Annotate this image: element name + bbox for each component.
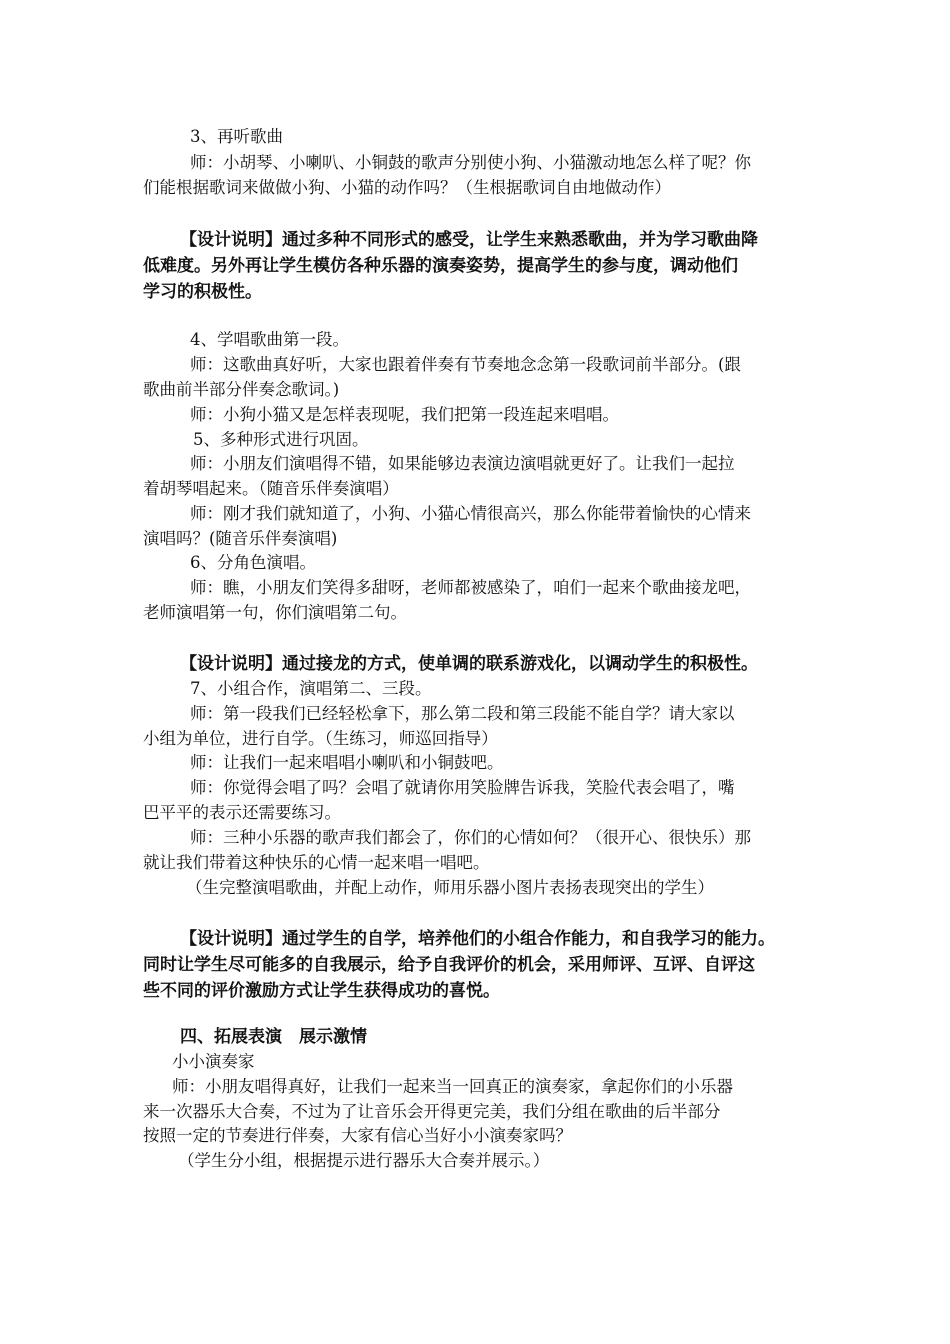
step-6-heading: 6、分角色演唱。 [190,553,316,572]
design-note-2: 【设计说明】通过接龙的方式，使单调的联系游戏化，以调动学生的积极性。 [180,654,758,674]
text-line: 小组为单位，进行自学。（生练习，师巡回指导） [143,729,498,748]
text-line: 师：小胡琴、小喇叭、小铜鼓的歌声分别使小狗、小猫激动地怎么样了呢？你 [190,153,751,172]
step-4-heading: 4、学唱歌曲第一段。 [190,330,349,349]
subsection-title: 小小演奏家 [172,1052,255,1071]
text-line: 师：小朋友们演唱得不错，如果能够边表演边演唱就更好了。让我们一起拉 [190,454,735,473]
text-line: 师：这歌曲真好听，大家也跟着伴奏有节奏地念念第一段歌词前半部分。(跟 [190,355,741,374]
text-line: 师：第一段我们已经轻松拿下，那么第二段和第三段能不能自学？请大家以 [190,704,735,723]
text-line: 着胡琴唱起来。（随音乐伴奏演唱） [143,479,399,498]
section-heading: 四、拓展表演 展示激情 [180,1027,367,1047]
text-line: 巴平平的表示还需要练习。 [143,803,341,822]
text-line: 就让我们带着这种快乐的心情一起来唱一唱吧。 [143,853,490,872]
text-line: 按照一定的节奏进行伴奏，大家有信心当好小小演奏家吗？ [143,1126,572,1145]
step-5-heading: 5、多种形式进行巩固。 [193,430,369,449]
text-line: 师：小朋友唱得真好，让我们一起来当一回真正的演奏家，拿起你们的小乐器 [172,1077,733,1096]
text-line: 歌曲前半部分伴奏念歌词。) [143,380,340,399]
text-line: 师：刚才我们就知道了，小狗、小猫心情很高兴，那么你能带着愉快的心情来 [190,504,751,523]
text-line: 师：三种小乐器的歌声我们都会了，你们的心情如何？（很开心、很快乐）那 [190,828,751,847]
text-line: 演唱吗？(随音乐伴奏演唱) [143,529,338,548]
step-3-heading: 3、再听歌曲 [190,127,283,146]
design-note-3-cont: 些不同的评价激励方式让学生获得成功的喜悦。 [143,981,500,1001]
text-line: （生完整演唱歌曲，并配上动作，师用乐器小图片表扬表现突出的学生） [186,878,714,897]
text-line: 来一次器乐大合奏，不过为了让音乐会开得更完美，我们分组在歌曲的后半部分 [143,1102,721,1121]
design-note-1: 【设计说明】通过多种不同形式的感受，让学生来熟悉歌曲，并为学习歌曲降 [180,230,758,250]
design-note-3: 【设计说明】通过学生的自学，培养他们的小组合作能力，和自我学习的能力。 [180,929,775,949]
design-note-3-cont: 同时让学生尽可能多的自我展示，给予自我评价的机会，采用师评、互评、自评这 [143,955,755,975]
text-line: 师：你觉得会唱了吗？会唱了就请你用笑脸牌告诉我，笑脸代表会唱了，嘴 [190,778,735,797]
design-note-1-cont: 学习的积极性。 [143,282,262,302]
text-line: （学生分小组，根据提示进行器乐大合奏并展示。） [178,1151,550,1170]
text-line: 们能根据歌词来做做小狗、小猫的动作吗？（生根据歌词自由地做动作） [143,178,671,197]
text-line: 师：瞧，小朋友们笑得多甜呀，老师都被感染了，咱们一起来个歌曲接龙吧， [190,578,751,597]
text-line: 师：小狗小猫又是怎样表现呢，我们把第一段连起来唱唱。 [190,405,619,424]
step-7-heading: 7、小组合作，演唱第二、三段。 [190,679,432,698]
text-line: 师：让我们一起来唱唱小喇叭和小铜鼓吧。 [190,753,504,772]
text-line: 老师演唱第一句，你们演唱第二句。 [143,603,407,622]
design-note-1-cont: 低难度。另外再让学生模仿各种乐器的演奏姿势，提高学生的参与度，调动他们 [143,256,738,276]
